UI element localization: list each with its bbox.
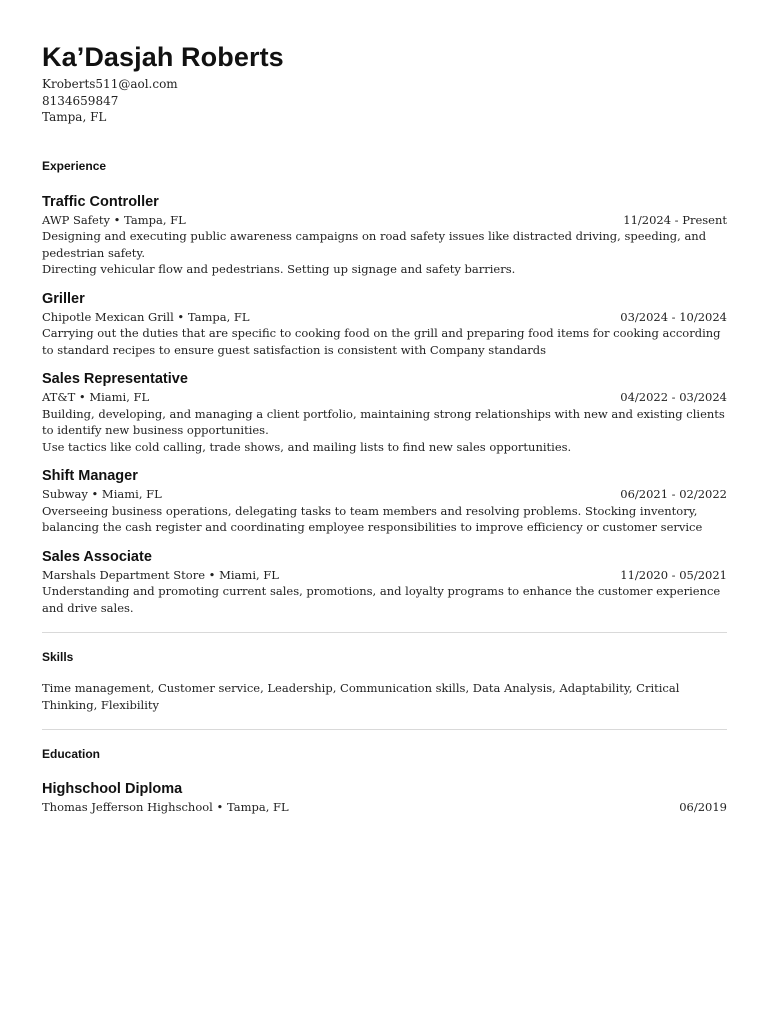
experience-entry: [42, 370, 727, 455]
job-description: Carrying out the duties that are specific to cooking food on the grill and preparing food items for cooking according to standard recipes to ensure guest satisfaction is consistent with Company standards: [42, 326, 721, 357]
job-dates: 03/2024 - 10/2024: [620, 309, 727, 324]
degree-title: Highschool Diploma: [42, 781, 183, 797]
skills-heading: Skills: [42, 650, 74, 664]
job-description: Overseeing business operations, delegating tasks to team members and resolving problems. Stocking inventory, balancing the cash register and coordinating employee responsibilities to improve efficiency or customer service: [42, 503, 703, 534]
job-title: Traffic Controller: [42, 193, 159, 210]
contact-email: Kroberts511@aol.com: [42, 77, 178, 91]
contact-location: Tampa, FL: [42, 110, 107, 124]
job-title: Sales Representative: [42, 371, 188, 387]
job-description: Building, developing, and managing a client portfolio, maintaining strong relationships with new and existing clients to identify new business opportunities.: [42, 406, 725, 437]
job-description: Understanding and promoting current sales, promotions, and loyalty programs to enhance the customer experience and drive sales.: [42, 584, 721, 615]
job-title: Griller: [42, 290, 85, 307]
education-heading: Education: [42, 747, 101, 761]
section-divider: [42, 729, 727, 730]
job-dates: 06/2021 - 02/2022: [620, 487, 727, 501]
job-title: Shift Manager: [42, 468, 138, 484]
school-name: Thomas Jefferson Highschool • Tampa, FL: [42, 800, 289, 814]
education-meta: [42, 799, 727, 816]
job-dates: 11/2024 - Present: [623, 212, 727, 227]
job-employer: Marshals Department Store • Miami, FL: [42, 567, 279, 582]
experience-entry: [42, 467, 727, 536]
job-description: Designing and executing public awareness campaigns on road safety issues like distracted driving, speeding, and pedestrian safety.: [42, 229, 707, 260]
education-section: [42, 746, 727, 816]
experience-list: [42, 193, 727, 617]
job-meta: [42, 486, 727, 503]
education-list: [42, 780, 727, 816]
job-employer: AT&T • Miami, FL: [42, 390, 150, 404]
skills-section: [42, 649, 727, 713]
experience-section: [42, 158, 727, 617]
resume-page: [42, 40, 727, 816]
job-employer: Chipotle Mexican Grill • Tampa, FL: [42, 309, 250, 324]
job-title: Sales Associate: [42, 548, 152, 565]
experience-entry: [42, 193, 727, 278]
education-dates: 06/2019: [679, 800, 727, 814]
contact-phone: 8134659847: [42, 93, 119, 108]
experience-entry: [42, 548, 727, 617]
candidate-name: Ka’Dasjah Roberts: [42, 42, 284, 72]
job-dates: 11/2020 - 05/2021: [620, 567, 727, 582]
job-dates: 04/2022 - 03/2024: [620, 390, 727, 404]
resume-header: [42, 40, 727, 126]
experience-entry: [42, 290, 727, 359]
job-employer: Subway • Miami, FL: [42, 487, 162, 501]
job-meta: [42, 389, 727, 406]
job-meta: [42, 212, 727, 229]
job-description: Directing vehicular flow and pedestrians. Setting up signage and safety barriers.: [42, 262, 516, 276]
job-employer: AWP Safety • Tampa, FL: [42, 212, 186, 227]
job-description: Use tactics like cold calling, trade shows, and mailing lists to find new sales opportunities.: [42, 439, 572, 454]
education-entry: [42, 780, 727, 816]
job-meta: [42, 567, 727, 584]
job-meta: [42, 309, 727, 326]
experience-heading: Experience: [42, 158, 107, 173]
skills-list: Time management, Customer service, Leadership, Communication skills, Data Analysis, Adaptability, Critical Thinking, Flexibility: [42, 681, 680, 712]
section-divider: [42, 632, 727, 633]
